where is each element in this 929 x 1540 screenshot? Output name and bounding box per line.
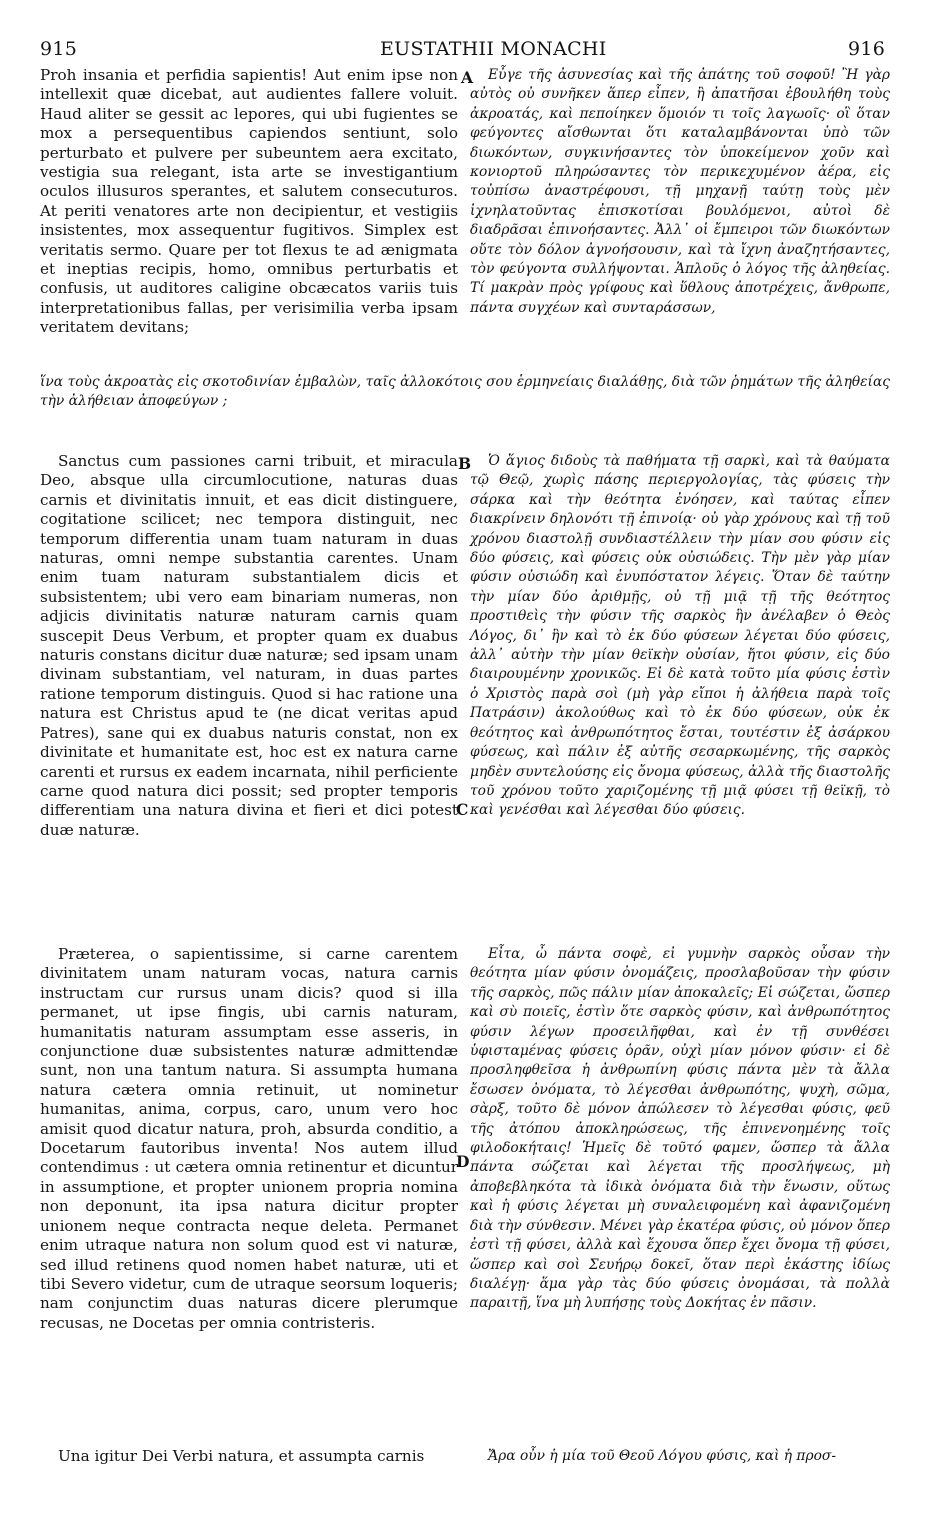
greek-bridge-line — [40, 373, 890, 412]
greek-block-4 — [470, 1447, 890, 1466]
margin-letter-d: D — [456, 1152, 470, 1171]
margin-letter-c: C — [456, 800, 469, 819]
latin-block-2 — [40, 452, 458, 920]
greek-paragraph-3: Εἶτα, ὦ πάντα σοφὲ, εἰ γυμνὴν σαρκὸς οὖσαν τὴν θεότητα μίαν φύσιν ὀνομάζεις, προσλαβοῦσαν τὴν φύσιν τῆς σαρκὸς, πῶς πάλιν μίαν ἀποκαλεῖς; Εἰ σώζεται, ὥσπερ καὶ σὺ ποιεῖς, ἐστὶν ὅτε σαρκὸς φύσιν, καὶ ἀνθρωπότητος φύσιν λέγων προσειλῆφθαι, καὶ ἐν τῇ συνθέσει ὑφισταμένας φύσεις ὁρᾶν, οὐχὶ μίαν μόνον φύσιν· εἰ δὲ προσληφθεῖσα ἡ ἀνθρωπίνη φύσις πάντα μὲν τὰ ἄλλα ἔσωσεν ὀνόματα, τὸ λέγεσθαι ἀνθρωπότης, ψυχὴ, σῶμα, σὰρξ, τοῦτο δὲ μόνον ἀπώλεσεν τὸ λέγεσθαι φύσις, φεῦ τῆς ἀτόπου ἀποκληρώσεως, τῆς ἐπινενοημένης τοῖς φιλοδοκήταις! Ἡμεῖς δὲ τοῦτό φαμεν, ὥσπερ τὰ ἄλλα πάντα σώζεται καὶ λέγεται τῆς προσλήψεως, μὴ ἀποβεβληκότα τὰ ἰδικὰ ὀνόματα διὰ τὴν ἕνωσιν, οὕτως καὶ ἡ φύσις λέγεται μὴ συναλειφομένη καὶ ἀφανιζομένη διὰ τὴν σύνθεσιν. Μένει γὰρ ἑκατέρα φύσις, οὐ μόνον ὅπερ ἐστὶ τῇ φύσει, ἀλλὰ καὶ ἔχουσα ὅπερ ἔχει ὄνομα τῇ φύσει, ὥσπερ καὶ σοὶ Σευήρῳ δοκεῖ, ὅταν περὶ ἑκάστης ἰδίως διαλέγῃ· ἅμα γὰρ τὰς δύο φύσεις ὀνομάσαι, τὰ πολλὰ παραιτῇ, ἵνα μὴ λυπήσῃς τοὺς Δοκήτας ἐν πᾶσιν. — [470, 946, 890, 1312]
latin-paragraph-2: Sanctus cum passiones carni tribuit, et miracula Deo, absque ulla circumlocutione, naturas duas carnis et divinitatis innuit, et eas dicit distinguere, cogitatione scilicet; nec tempora distinguit, nec temporum differentia unam tuam naturam in duas naturas, omni nempe substantia carentes. Unam enim tuam naturam substantialem dicis et subsistentem; ubi vero eam binariam numeras, non adjicis divinitatis naturæ naturam carnis quam suscepit Deus Verbum, et propter quam ex duabus naturis constans dicitur duæ naturæ; sed ipsam unam divinam substantiam, vel naturam, in duas partes ratione temporum distinguis. Quod si hac ratione una natura est Christus apud te (ne dicat veritas apud Patres), sane qui ex duabus naturis constat, non ex divinitate et humanitate est, hoc est ex natura carne carenti et rursus ex eadem incarnata, nihil perficiente carne quod natura dici possit; sed propter temporis differentiam una natura divina et fieri et dici potest duæ naturæ. — [40, 452, 458, 839]
latin-paragraph-4: Una igitur Dei Verbi natura, et assumpta carnis — [58, 1447, 425, 1465]
greek-paragraph-1: Εὖγε τῆς ἀσυνεσίας καὶ τῆς ἀπάτης τοῦ σοφοῦ! Ἢ γὰρ αὐτὸς οὐ συνῆκεν ἅπερ εἶπεν, ἢ ἀπατῆσαι ἐβουλήθη τοὺς ἀκροατάς, καὶ πεποίηκεν ὅμοιόν τι τοῖς λαγωοῖς· οἳ ὅταν φεύγοντες αἴσθωνται ὅτι καταλαμβάνονται ὑπὸ τῶν διωκόντων, συγκινήσαντες τὸν ὑποκείμενον χοῦν καὶ κονιορτοῦ πληρώσαντες τὸν περικεχυμένον ἀέρα, εἰς τοὐπίσω ἀναστρέφουσι, τῇ μηχανῇ ταύτῃ τοὺς μὲν ἰχνηλατοῦντας ἐπισκοτίσαι βουλόμενοι, αὐτοὶ δὲ διαδρᾶσαι ἐπινοήσαντες. Ἀλλ᾽ οἱ ἔμπειροι τῶν διωκόντων οὔτε τὸν δόλον ἀγνοήσουσιν, καὶ τὰ ἴχνη ἀναζητήσαντες, τὸν φεύγοντα συλλήψονται. Ἁπλοῦς ὁ λόγος τῆς ἀληθείας. Τί μακρὰν πρὸς γρίφους καὶ ὕθλους ἀποτρέχεις, ἄνθρωπε, πάντα συγχέων καὶ συνταράσσων, — [470, 67, 890, 316]
latin-block-3 — [40, 945, 458, 1413]
right-page-number: 916 — [848, 38, 886, 60]
latin-block-4 — [40, 1447, 458, 1466]
latin-block-1 — [40, 66, 458, 394]
greek-paragraph-2: Ὁ ἅγιος διδοὺς τὰ παθήματα τῇ σαρκὶ, καὶ τὰ θαύματα τῷ Θεῷ, χωρὶς πάσης περιεργολογίας, τὰς φύσεις τὴν σάρκα καὶ τὴν θεότητα ἐνόησεν, καὶ ταύτας εἶπεν διακρίνειν δηλονότι τῇ ἐπινοίᾳ· οὐ γὰρ χρόνους καὶ τῇ τοῦ χρόνου διαστολῇ συνδιαστέλλειν τὴν μίαν σου φύσιν εἰς δύο φύσεις, καὶ φύσεις οὐκ οὐσιώδεις. Τὴν μὲν γὰρ μίαν φύσιν οὐσιώδη καὶ ἐνυπόστατον λέγεις. Ὅταν δὲ ταύτην τὴν μίαν δύο ἀριθμῇς, οὐ τῇ μιᾷ τῇ τῆς θεότητος προστιθεὶς τὴν φύσιν τῆς σαρκὸς ἣν ἀνέλαβεν ὁ Θεὸς Λόγος, δι᾽ ἣν καὶ τὸ ἐκ δύο φύσεων λέγεται δύο φύσεις, ἀλλ᾽ αὐτὴν τὴν μίαν θεϊκὴν οὐσίαν, ἤτοι φύσιν, εἰς δύο διαιρουμένην χρονικῶς. Εἰ δὲ κατὰ τοῦτο μία φύσις ἐστὶν ὁ Χριστὸς παρὰ σοὶ (μὴ γὰρ εἴποι ἡ ἀλήθεια παρὰ τοῖς Πατράσιν) ἀκολούθως καὶ τὸ ἐκ δύο φύσεων, οὐκ ἐκ θεότητος καὶ ἀνθρωπότητος ἔσται, τουτέστιν ἐξ ἀσάρκου φύσεως, καὶ πάλιν ἐξ αὐτῆς σεσαρκωμένης, τῆς σαρκὸς μηδὲν συντελούσης εἰς ὄνομα φύσεως, ἀλλὰ τῆς διαστολῆς τοῦ χρόνου τοῦτο χαριζομένης τῇ μιᾷ φύσει τῇ θεϊκῇ, τὸ καὶ γενέσθαι καὶ λέγεσθαι δύο φύσεις. — [470, 453, 890, 819]
latin-paragraph-3: Præterea, o sapientissime, si carne carentem divinitatem unam naturam vocas, natura carnis instructam cur rursus unam dicis? quod si illa permanet, ut ipse fingis, ubi carnis naturam, humanitatis naturam assumptam esse asseris, in conjunctione duæ subsistentes naturæ admittendæ sunt, non una tantum natura. Si assumpta humana natura cætera omnia retinuit, ut nominetur humanitas, anima, corpus, caro, unum vero hoc amisit quod dicatur natura, proh, absurda conditio, a Docetarum fautoribus inventa! Nos autem illud contendimus : ut cætera omnia retinentur et dicuntur in assumptione, et propter unionem propria nomina non deponunt, ita ipsa natura dicitur propter unionem neque contracta neque deleta. Permanet enim utraque natura non solum quod est vi naturæ, sed illud retinens quod nomen habet naturæ, uti et tibi Severo videtur, cum de utraque seorsum loqueris; nam conjunctim duas naturas dicere plerumque recusas, ne Docetas per omnia contristeris. — [40, 945, 458, 1332]
greek-block-3 — [470, 945, 890, 1413]
greek-bridge-text: ἵνα τοὺς ἀκροατὰς εἰς σκοτοδινίαν ἐμβαλὼν, ταῖς ἀλλοκότοις σου ἑρμηνείαις διαλάθῃς, διὰ τῶν ῥημάτων τῆς ἀληθείας τὴν ἀλήθειαν ἀποφεύγων ; — [40, 374, 890, 410]
greek-block-1 — [470, 66, 890, 394]
greek-paragraph-4: Ἄρα οὖν ἡ μία τοῦ Θεοῦ Λόγου φύσις, καὶ ἡ προσ- — [488, 1448, 836, 1464]
left-page-number: 915 — [40, 38, 78, 60]
running-title: EUSTATHII MONACHI — [380, 38, 607, 60]
margin-letter-b: B — [458, 454, 472, 473]
latin-paragraph-1: Proh insania et perfidia sapientis! Aut enim ipse non intellexit quæ dicebat, aut audientes fallere voluit. Haud aliter se gessit ac lepores, qui ubi fugientes se mox a persequentibus capiendos sentiunt, solo perturbato et pulvere per subeuntem aera excitato, vestigia sua relegant, ista arte se investigantium oculos illusuros sperantes, et salutem consecuturos. At periti venatores arte non decipientur, et vestigiis insistentes, mox assequentur fugitivos. Simplex est veritatis sermo. Quare per tot flexus te ad ænigmata et ineptias recipis, homo, omnibus perturbatis et confusis, ut auditores caligine obcæcatos variis tuis interpretationibus fallas, per verisimilia verba ipsam veritatem devitans; — [40, 66, 458, 337]
margin-letter-a: A — [461, 68, 474, 87]
greek-block-2 — [470, 452, 890, 920]
